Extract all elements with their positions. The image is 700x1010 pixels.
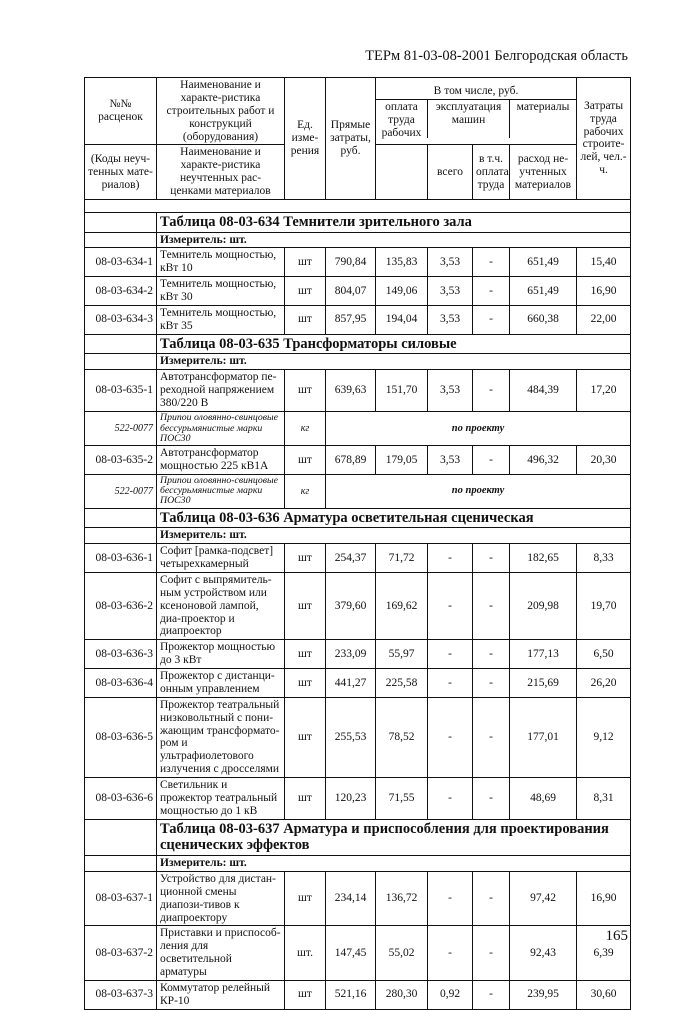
rate-labor-pay: 78,52 bbox=[376, 697, 428, 777]
section-measure: Измеритель: шт. bbox=[157, 354, 631, 370]
rate-code: 08-03-634-3 bbox=[85, 305, 157, 334]
section-title-row bbox=[85, 508, 631, 528]
rate-machine-pay: - bbox=[473, 544, 510, 573]
page-header: ТЕРм 81-03-08-2001 Белгородская область bbox=[365, 48, 628, 64]
rate-materials: 496,32 bbox=[510, 446, 577, 475]
rate-code: 08-03-637-2 bbox=[85, 926, 157, 981]
col-header-codes-alt: (Коды неуч-тенных мате-риалов) bbox=[85, 145, 157, 200]
rate-name: Устройство для дистан-ционной смены диапози-тивов к диапроектору bbox=[157, 871, 285, 926]
rate-labor-pay: 179,05 bbox=[376, 446, 428, 475]
rates-table bbox=[84, 77, 631, 1010]
rate-labor-pay: 55,02 bbox=[376, 926, 428, 981]
rate-machine-total: - bbox=[428, 697, 473, 777]
rate-materials: 209,98 bbox=[510, 572, 577, 639]
rate-code: 08-03-637-1 bbox=[85, 871, 157, 926]
material-unit: кг bbox=[285, 474, 326, 508]
rate-machine-total: - bbox=[428, 778, 473, 820]
section-measure: Измеритель: шт. bbox=[157, 528, 631, 544]
rate-name: Софит [рамка-подсвет] четырехкамерный bbox=[157, 544, 285, 573]
rate-unit: шт bbox=[285, 248, 326, 277]
rate-labor-pay: 280,30 bbox=[376, 980, 428, 1009]
rate-row bbox=[85, 544, 631, 573]
rate-labor-cost: 30,60 bbox=[577, 980, 631, 1009]
rate-name: Софит с выпрямитель-ным устройством или ксеноновой лампой, диа-проектор и диапроектор bbox=[157, 572, 285, 639]
material-unit: кг bbox=[285, 412, 326, 446]
col-header-machine-incl: в т.ч. оплата труда bbox=[473, 145, 510, 200]
col-header-unit: Ед. изме-рения bbox=[285, 78, 326, 200]
rate-row bbox=[85, 446, 631, 475]
rate-labor-pay: 55,97 bbox=[376, 640, 428, 669]
rate-machine-pay: - bbox=[473, 277, 510, 306]
col-header-direct: Прямые затраты, руб. bbox=[326, 78, 376, 200]
rate-row bbox=[85, 305, 631, 334]
rate-labor-pay: 136,72 bbox=[376, 871, 428, 926]
section-title: Таблица 08-03-635 Трансформаторы силовые bbox=[157, 334, 631, 354]
rate-code: 08-03-636-6 bbox=[85, 778, 157, 820]
section-title: Таблица 08-03-634 Темнители зрительного зала bbox=[157, 212, 631, 232]
rate-direct: 254,37 bbox=[326, 544, 376, 573]
section-code-blank bbox=[85, 508, 157, 528]
rate-machine-pay: - bbox=[473, 778, 510, 820]
rate-labor-pay: 149,06 bbox=[376, 277, 428, 306]
rates-table-body bbox=[85, 78, 631, 1010]
rate-materials: 484,39 bbox=[510, 370, 577, 412]
material-code: 522-0077 bbox=[85, 474, 157, 508]
rate-name: Прожектор с дистанци-онным управлением bbox=[157, 669, 285, 698]
rate-labor-pay: 169,62 bbox=[376, 572, 428, 639]
rate-materials: 239,95 bbox=[510, 980, 577, 1009]
rate-machine-total: 3,53 bbox=[428, 370, 473, 412]
rate-machine-total: 3,53 bbox=[428, 248, 473, 277]
rate-materials: 48,69 bbox=[510, 778, 577, 820]
rate-direct: 678,89 bbox=[326, 446, 376, 475]
rate-code: 08-03-635-1 bbox=[85, 370, 157, 412]
rate-machine-pay: - bbox=[473, 980, 510, 1009]
rate-row bbox=[85, 980, 631, 1009]
col-header-name-alt: Наименование и характе-ристика неучтенных рас-ценками материалов bbox=[157, 145, 285, 200]
rate-labor-cost: 17,20 bbox=[577, 370, 631, 412]
measure-code-blank bbox=[85, 856, 157, 872]
rate-code: 08-03-636-2 bbox=[85, 572, 157, 639]
rate-direct: 521,16 bbox=[326, 980, 376, 1009]
rate-row bbox=[85, 277, 631, 306]
rate-row bbox=[85, 572, 631, 639]
rate-labor-pay: 71,55 bbox=[376, 778, 428, 820]
rate-direct: 233,09 bbox=[326, 640, 376, 669]
section-measure: Измеритель: шт. bbox=[157, 856, 631, 872]
rate-name: Прожектор мощностью до 3 кВт bbox=[157, 640, 285, 669]
rate-unit: шт. bbox=[285, 926, 326, 981]
rate-direct: 639,63 bbox=[326, 370, 376, 412]
rate-unit: шт bbox=[285, 669, 326, 698]
section-measure: Измеритель: шт. bbox=[157, 232, 631, 248]
rate-code: 08-03-634-2 bbox=[85, 277, 157, 306]
rate-name: Автотрансформатор мощностью 225 кВ1А bbox=[157, 446, 285, 475]
section-code-blank bbox=[85, 212, 157, 232]
rate-machine-pay: - bbox=[473, 697, 510, 777]
col-header-materials: материалы bbox=[516, 101, 570, 114]
rate-labor-pay: 151,70 bbox=[376, 370, 428, 412]
rate-direct: 255,53 bbox=[326, 697, 376, 777]
rate-machine-pay: - bbox=[473, 248, 510, 277]
rate-direct: 234,14 bbox=[326, 871, 376, 926]
rate-machine-pay: - bbox=[473, 871, 510, 926]
rate-materials: 92,43 bbox=[510, 926, 577, 981]
rate-machine-pay: - bbox=[473, 640, 510, 669]
rate-name: Темнитель мощностью, кВт 35 bbox=[157, 305, 285, 334]
rate-labor-pay: 225,58 bbox=[376, 669, 428, 698]
col-header-machine-ops: эксплуатация машин bbox=[428, 100, 510, 138]
rate-code: 08-03-636-4 bbox=[85, 669, 157, 698]
rate-materials: 177,13 bbox=[510, 640, 577, 669]
measure-code-blank bbox=[85, 528, 157, 544]
rate-name: Коммутатор релейный КР-10 bbox=[157, 980, 285, 1009]
spacer-row bbox=[85, 199, 631, 212]
rate-code: 08-03-636-5 bbox=[85, 697, 157, 777]
rate-row bbox=[85, 697, 631, 777]
col-header-incl: В том числе, руб. bbox=[376, 84, 576, 100]
rate-materials: 660,38 bbox=[510, 305, 577, 334]
rate-labor-cost: 16,90 bbox=[577, 277, 631, 306]
rate-row bbox=[85, 669, 631, 698]
rate-machine-total: - bbox=[428, 544, 473, 573]
rate-unit: шт bbox=[285, 305, 326, 334]
rate-labor-cost: 19,70 bbox=[577, 572, 631, 639]
rate-machine-total: - bbox=[428, 871, 473, 926]
rate-materials: 215,69 bbox=[510, 669, 577, 698]
rate-code: 08-03-637-3 bbox=[85, 980, 157, 1009]
rate-direct: 147,45 bbox=[326, 926, 376, 981]
material-note: по проекту bbox=[326, 474, 631, 508]
rate-unit: шт bbox=[285, 697, 326, 777]
section-code-blank bbox=[85, 334, 157, 354]
rate-code: 08-03-635-2 bbox=[85, 446, 157, 475]
col-header-codes: №№ расценок bbox=[85, 78, 157, 145]
rate-labor-cost: 20,30 bbox=[577, 446, 631, 475]
rate-name: Автотрансформатор пе-реходной напряжением 380/220 В bbox=[157, 370, 285, 412]
rate-unit: шт bbox=[285, 572, 326, 639]
rate-name: Приставки и приспособ-ления для осветительной арматуры bbox=[157, 926, 285, 981]
rate-machine-total: - bbox=[428, 669, 473, 698]
rate-unit: шт bbox=[285, 446, 326, 475]
rate-machine-total: - bbox=[428, 572, 473, 639]
rate-unit: шт bbox=[285, 871, 326, 926]
rate-row bbox=[85, 871, 631, 926]
rate-labor-cost: 15,40 bbox=[577, 248, 631, 277]
rate-machine-total: 0,92 bbox=[428, 980, 473, 1009]
section-title-row bbox=[85, 819, 631, 855]
col-header-machine-total: всего bbox=[428, 145, 473, 200]
rate-direct: 379,60 bbox=[326, 572, 376, 639]
section-title: Таблица 08-03-637 Арматура и приспособления для проектирования сценических эффектов bbox=[157, 819, 631, 855]
rate-name: Прожектор театральный низковольтный с пони-жающим трансформато-ром и ультрафиолетового излучения с дросселями bbox=[157, 697, 285, 777]
section-title-row bbox=[85, 334, 631, 354]
rate-row bbox=[85, 778, 631, 820]
rate-code: 08-03-636-1 bbox=[85, 544, 157, 573]
rate-labor-cost: 6,39 bbox=[577, 926, 631, 981]
rate-materials: 182,65 bbox=[510, 544, 577, 573]
rate-materials: 97,42 bbox=[510, 871, 577, 926]
rate-machine-pay: - bbox=[473, 446, 510, 475]
section-measure-row bbox=[85, 856, 631, 872]
rate-materials: 651,49 bbox=[510, 277, 577, 306]
col-header-incl-group bbox=[376, 78, 577, 145]
col-header-labor-pay: оплата труда рабочих bbox=[376, 100, 428, 138]
material-row bbox=[85, 474, 631, 508]
rate-machine-pay: - bbox=[473, 669, 510, 698]
rate-labor-pay: 194,04 bbox=[376, 305, 428, 334]
rate-labor-cost: 22,00 bbox=[577, 305, 631, 334]
col-header-labor-cost: Затраты труда рабочих строите-лей, чел.-ч. bbox=[577, 78, 631, 200]
rate-machine-total: - bbox=[428, 926, 473, 981]
rate-machine-pay: - bbox=[473, 926, 510, 981]
rate-labor-cost: 6,50 bbox=[577, 640, 631, 669]
measure-code-blank bbox=[85, 232, 157, 248]
material-note: по проекту bbox=[326, 412, 631, 446]
rate-labor-cost: 26,20 bbox=[577, 669, 631, 698]
section-title: Таблица 08-03-636 Арматура осветительная сценическая bbox=[157, 508, 631, 528]
rate-machine-pay: - bbox=[473, 370, 510, 412]
rate-unit: шт bbox=[285, 980, 326, 1009]
rate-code: 08-03-634-1 bbox=[85, 248, 157, 277]
rate-unit: шт bbox=[285, 778, 326, 820]
material-name: Припои оловянно-свинцовые бессурьмянистые марки ПОС30 bbox=[157, 474, 285, 508]
col-header-pay-blank bbox=[376, 145, 428, 200]
rate-labor-cost: 16,90 bbox=[577, 871, 631, 926]
rate-direct: 120,23 bbox=[326, 778, 376, 820]
rate-machine-pay: - bbox=[473, 572, 510, 639]
material-code: 522-0077 bbox=[85, 412, 157, 446]
rate-machine-total: - bbox=[428, 640, 473, 669]
rate-row bbox=[85, 248, 631, 277]
rate-direct: 857,95 bbox=[326, 305, 376, 334]
rate-labor-pay: 135,83 bbox=[376, 248, 428, 277]
rate-machine-pay: - bbox=[473, 305, 510, 334]
col-header-name: Наименование и характе-ристика строительных работ и конструкций (оборудования) bbox=[157, 78, 285, 145]
rate-machine-total: 3,53 bbox=[428, 305, 473, 334]
section-code-blank bbox=[85, 819, 157, 855]
page-number: 165 bbox=[605, 928, 628, 944]
rate-unit: шт bbox=[285, 544, 326, 573]
section-measure-row bbox=[85, 232, 631, 248]
section-title-row bbox=[85, 212, 631, 232]
rate-materials: 651,49 bbox=[510, 248, 577, 277]
rate-machine-total: 3,53 bbox=[428, 446, 473, 475]
section-measure-row bbox=[85, 354, 631, 370]
rate-unit: шт bbox=[285, 640, 326, 669]
rate-name: Темнитель мощностью, кВт 30 bbox=[157, 277, 285, 306]
measure-code-blank bbox=[85, 354, 157, 370]
rate-unit: шт bbox=[285, 370, 326, 412]
section-measure-row bbox=[85, 528, 631, 544]
rate-row bbox=[85, 640, 631, 669]
rate-labor-cost: 8,33 bbox=[577, 544, 631, 573]
rate-direct: 790,84 bbox=[326, 248, 376, 277]
material-name: Припои оловянно-свинцовые бессурьмянистые марки ПОС30 bbox=[157, 412, 285, 446]
rate-direct: 441,27 bbox=[326, 669, 376, 698]
rate-name: Темнитель мощностью, кВт 10 bbox=[157, 248, 285, 277]
rate-row bbox=[85, 370, 631, 412]
col-header-materials-alt: расход не-учтенных материалов bbox=[510, 145, 577, 200]
rate-labor-pay: 71,72 bbox=[376, 544, 428, 573]
rate-machine-total: 3,53 bbox=[428, 277, 473, 306]
material-row bbox=[85, 412, 631, 446]
rate-materials: 177,01 bbox=[510, 697, 577, 777]
rate-code: 08-03-636-3 bbox=[85, 640, 157, 669]
rate-direct: 804,07 bbox=[326, 277, 376, 306]
rate-name: Светильник и прожектор театральный мощностью до 1 кВ bbox=[157, 778, 285, 820]
rate-labor-cost: 9,12 bbox=[577, 697, 631, 777]
rate-labor-cost: 8,31 bbox=[577, 778, 631, 820]
rate-unit: шт bbox=[285, 277, 326, 306]
